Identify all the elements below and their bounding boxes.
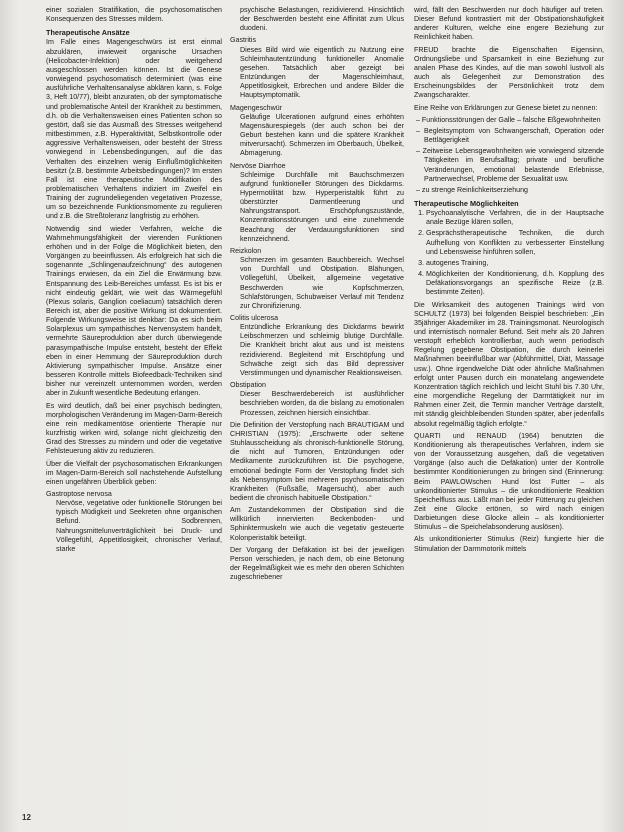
text-column-right <box>414 6 604 814</box>
definition-term: Obstipation <box>230 381 266 390</box>
definition-entry <box>230 104 404 159</box>
text-column-left <box>46 6 222 814</box>
page-number: 12 <box>22 813 31 822</box>
list-item: 3. autogenes Training, <box>426 259 604 268</box>
list-item: – Funktionsstörungen der Galle – falsche Eßgewohnheiten <box>414 116 604 125</box>
paragraph: Im Falle eines Magengeschwürs ist erst einmal abzuklären, inwieweit organische Ursachen (Helicobacter-Infektion) oder weitgehend ausgeschlossen werden können. Ist die Genese vorwiegend psychosomatisch determiniert (was eine ausführliche Verhaltensanalyse abklären kann, s. Folge 3, Heft 10/77), bleibt anzuraten, ob der symptomatische und problematische Anteil der Krankheit zu bestimmen, d.h. ob die Verhaltensweisen eines Patienten schon so gestört, daß sie das Ausmaß des Stresses weitgehend mitbestimmen, z.B. Hyperaktivität, Selbstkontrolle oder aggressive Verhaltensweisen, oder besteht der Stress vorwiegend in Lebensbedingungen, auf die das Verhalten des einzelnen wenig Einflußmöglichkeiten besitzt (z.B. bestimmte Arbeitsbedingungen)? Im ersten Fall ist eine therapeutische Modifikation des problematischen Verhaltens indiziert im Zweifel ein Training der zugrundeliegenden vegetativen Prozesse, um so bezeichnende Funktionsmomente zu regulieren und z.B. die Streßtoleranz langfristig zu erhöhen. <box>46 38 222 221</box>
paragraph: Über die Vielfalt der psychosomatischen Erkrankungen im Magen-Darm-Bereich soll nachstehende Aufstellung einen ungefähren Überblick geben: <box>46 459 222 486</box>
definition-term: Reizkolon <box>230 246 262 255</box>
definition-body: Geläufige Ulcerationen aufgrund eines erhöhten Magensäurespiegels (der auch schon bei der Geburt bestehen kann und die spätere Krankheit mitverursacht). Schmerzen im Oberbauch, Übelkeit, Abmagerung. <box>240 112 404 158</box>
definition-entry <box>230 247 404 311</box>
definition-body: Dieses Bild wird wie eigentlich zu Nutzung eine Schleimhautentzündung funktioneller Anomalie gesehen. Tatsächlich aber gezeigt bei Entzündungen der Magenschleimhaut, Appetitlosigkeit, Erbrechen und andere Bilder die Hauptsymptomatik. <box>240 45 404 100</box>
genesis-list <box>414 116 604 195</box>
paragraph: Notwendig sind wieder Verfahren, welche die Wahrnehmungsfähigkeit der vierenden Funktionen erhöhen und in der Folge die Möglichkeit bieten, den Vorgängen zu beeinflussen. Als erfolgreich hat sich die sogenannte „Schlingenaufzeichnung“ des autogenen Trainings erwiesen, da ein Ziel die Erwärmung bzw. Entspannung des Leib-Bereiches umfasst. Es ist bis er nicht eindeutig geklärt, wie weit das Wärmegefühl (Plexus solaris, Ganglion coeliacum) tatsächlich deren Bereich ist, aber die positive Wirkung ist dokumentiert. Folgende Wirkungsweise ist denkbar: Da es sich beim Solarplexus um sympathisches Nervensystem handelt, vermehrte Säureproduktion aber durch überwiegende parasympathische Impulse entsteht, besteht der Effekt eben in einer Hemmung der Säureproduktion durch Aktivierung sympathischer Impulse. Ansätze einer besseren Kontrolle mittels Biofeedback-Techniken sind bisher nur vereinzelt unternommen worden, werden aber in Zukunft wesentliche Bedeutung erlangen. <box>46 224 222 398</box>
section-heading-options: Therapeutische Möglichkeiten <box>414 198 519 208</box>
section-heading-therapy: Therapeutische Ansätze <box>46 28 130 38</box>
paragraph: Als unkonditionierter Stimulus (Reiz) fungierte hier die Stimulation der Darmmotorik mittels <box>414 535 604 553</box>
paragraph: QUARTI und RENAUD (1964) benutzten die Konditionierung als therapeutisches Verfahren, indem sie von der Voraussetzung ausgehen, daß die vegetativen Vorgänge (also auch die Defäkation) unter der Kontrolle bestimmter Konditionierungen zu bringen sind (Erinnerung: Beim PAWLOWschen Hund löst Futter – als unkonditionierter Stimulus – die unkonditionierte Reaktion Speichelfluss aus. Läßt man bei jeder Fütterung zu gleichen Zeit eine Glocke ertönen, so wird nach einigen Darbietungen diese Glocke allein – als konditionierter Stimulus – die Speichelabsonderung auslösen). <box>414 431 604 532</box>
definition-term: Gastroptose nervosa <box>46 489 112 498</box>
definition-entry <box>230 162 404 244</box>
list-item: – Begleitsymptom von Schwangerschaft, Operation oder Bettlägerigkeit <box>414 127 604 145</box>
paragraph: Die Wirksamkeit des autogenen Trainings wird von SCHULTZ (1973) bei folgenden Beispiel beschrieben: „Ein 35jähriger Akademiker im 28. Trainingsmonat. Neurologisch und internistisch normaler Befund. Seit mehr als 20 Jahren verstopft erheblich kontrollierbar, auch wenn periodisch Regelung gegebene Obstipation, die durch keinerlei Maßnahmen beeinflußbar war (Abführmittel, Diät, Massage usw.). Ohne irgendwelche Diät oder ähnliche Maßnahmen erfolgt unter Pausen durch ein monatelang angewendete Konzentration täglich reichlich und leicht Stuhl bis 7.30 Uhr, eine morgendliche Regelung der Darmtätigkeit nur im Rahmen einer Zeit, die Termin mancher Verträge darstellt, mit ständig gleichbleibenden Stunden später, aber jedenfalls absolut regelmäßig täglich erfolgte.“ <box>414 300 604 428</box>
definition-term: Gastritis <box>230 36 257 45</box>
list-item: – Zeitweise Lebensgewohnheiten wie vorwiegend sitzende Tätigkeiten im Berufsalltag; private und berufliche Veränderungen, emotional belastende Erlebnisse, Partnerwechsel, Probleme der Sexualität usw. <box>414 147 604 184</box>
definition-entry <box>230 314 404 378</box>
list-item: 2. Gesprächstherapeutische Techniken, die durch Aufhellung von Konflikten zu verbesserter Einstellung und Lebensweise hinführen sollen, <box>426 229 604 256</box>
paragraph: Der Vorgang der Defäkation ist bei der jeweiligen Person verschieden, je nach dem, ob eine Betonung der Regelmäßigkeit wie es mehr den oberen Schichten zugeschriebener <box>230 545 404 582</box>
definition-term: Colitis ulcerosa <box>230 314 279 322</box>
list-item: – zu strenge Reinlichkeitserziehung <box>414 186 604 195</box>
definition-body: Dieser Beschwerdebereich ist ausführlicher beschrieben worden, da die bislang zu emotionalen Prozessen, zeichnen hiersich einsichtbar. <box>240 390 404 417</box>
therapy-list <box>414 209 604 297</box>
definition-body: Entzündliche Erkrankung des Dickdarms bewirkt Leibschmerzen und schleimig blutige Durchfälle. Die Krankheit bricht akut aus und ist meistens rezidivierend. Begleitend mit Erschöpfung und Schwäche zeigt sich das Bild depressiver Verstimmungen und dynamischer Reaktionsweisen. <box>240 323 404 377</box>
definition-term: Nervöse Diarrhoe <box>230 161 286 170</box>
paragraph: Die Definition der Verstopfung nach BRAUTIGAM und CHRISTIAN (1975): „Erschwerte oder seltene Stuhlausscheidung als chronisch-funktionelle Störung, die nicht auf Tumoren, Entzündungen oder Medikamente zurückzuführen ist. Die psychogene, emotional bedingte Form der Verstopfung findet sich als Nebensymptom bei mehreren psychosomatischen Krankheiten (Fußsäße, Magersucht), aber auch bedient die chronisch habituelle Obstipation.“ <box>230 420 404 502</box>
definition-entry <box>46 490 222 554</box>
paragraph: Es wird deutlich, daß bei einer psychisch bedingten, morphologischen Veränderung im Magen-Darm-Bereich eine rein medikamentöse orientierte Therapie nur kurzfristig wirken wird, solange nicht gleichzeitig den Grad des Stresses zu mindern und oder die vegetative Fehlsteuerung aktiv zu reduzieren. <box>46 401 222 456</box>
definition-entry <box>230 36 404 100</box>
definition-entry <box>230 381 404 418</box>
paragraph-intro: einer sozialen Stratifikation, die psychosomatischen Konsequenzen des Stresses mildern. <box>46 6 222 24</box>
text-column-middle <box>230 6 404 814</box>
definition-term: Magengeschwür <box>230 103 283 112</box>
paragraph: wird, fällt den Beschwerden nur doch häufiger auf treten. Dieser Befund kontrastiert mit der Obstipationshäufigkeit anderer Kulturen, welche eine engere Beziehung zur Reinlichkeit haben. <box>414 6 604 42</box>
list-item: 4. Möglichkeiten der Konditionierung, d.h. Kopplung des Defäkationsvorgangs an spezifische Reize (z.B. bestimmte Zeiten). <box>426 270 604 297</box>
definition-body: Nervöse, vegetative oder funktionelle Störungen bei typisch Müdigkeit und Seekreten ohne organischen Befund. Sodbrennen, Nahrungsmittelunverträglichkeit bei Druck- und Völlegefühl, Appetitlosigkeit, chronischer Verlauf, starke <box>56 499 222 553</box>
paragraph: Eine Reihe von Erklärungen zur Genese bietet zu nennen: <box>414 103 598 112</box>
list-item: 1. Psychoanalytische Verfahren, die in der Hauptsache anale Bezüge klären sollen, <box>426 209 604 227</box>
paragraph-continued: psychische Belastungen, rezidivierend. Hinsichtlich der Beschwerden besteht eine Affinität zum Ulcus duodeni. <box>240 6 404 33</box>
paragraph: FREUD brachte die Eigenschaften Eigensinn, Ordnungsliebe und Sparsamkeit in eine Beziehung zur analen Phase des Kindes, auf die man sowohl lustvoll als auch als Gelegenheit zur Demonstration des Erscheinungsbildes der Persönlichkeit trotz dem Zwangscharakter. <box>414 45 604 100</box>
paragraph: Am Zustandekommen der Obstipation sind die willkürlich innervierten Beckenboden- und Sphinktermuskeln wie auch die vegetativ gesteuerte Kolonperistaltik beteiligt. <box>230 506 404 542</box>
definition-body: Schleimige Durchfälle mit Bauchschmerzen aufgrund funktioneller Störungen des Dickdarms. Hypermotilität bzw. Hyperperistaltik führt zu überstürzter Darmentleerung und Nahrungstransport. Erschöpfungszustände, Konzentrationsstörungen und eine zunehmende Beachtung der Verdauungsfunktionen sind kennzeichnend. <box>240 170 404 243</box>
definition-body: Schmerzen im gesamten Bauchbereich. Wechsel von Durchfall und Obstipation. Blähungen, Völlegefühl, Übelkeit, allgemeine vegetative Beschwerden wie Kopfschmerzen, Schlafstörungen, Schubweiser Verlauf mit Tendenz zur Chronifizierung. <box>240 256 404 310</box>
